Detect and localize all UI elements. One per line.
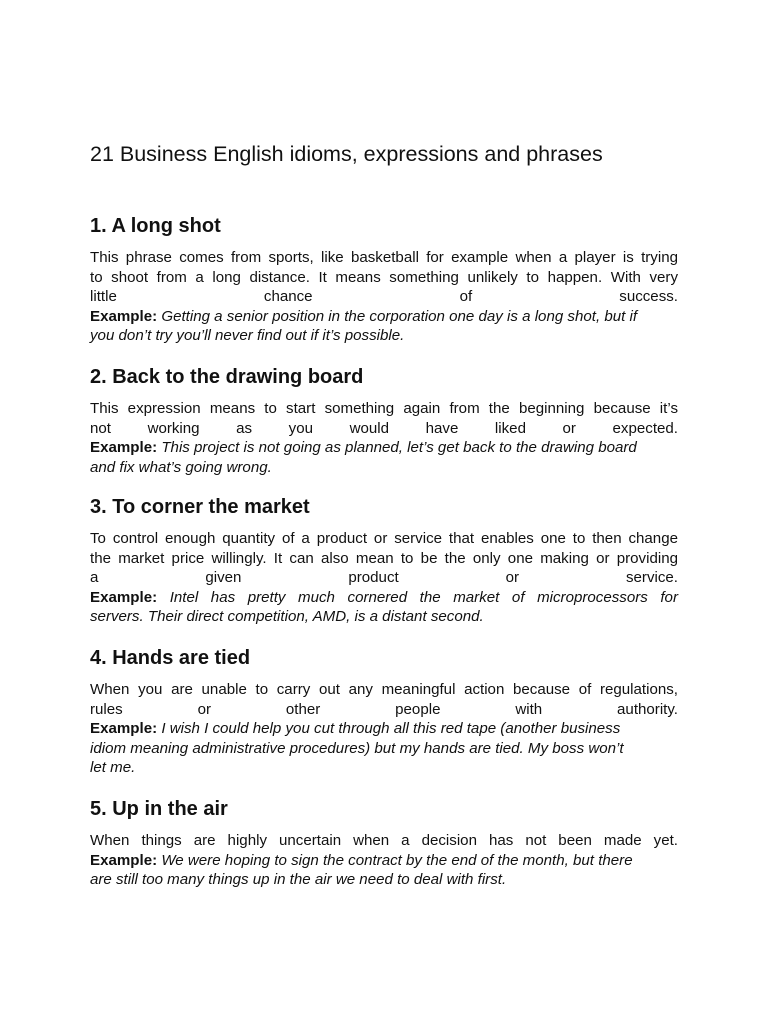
example-label: Example:	[90, 307, 158, 325]
section-paragraph	[90, 680, 678, 778]
definition-line: To control enough quantity of a product or service that enables one to then change	[90, 530, 678, 547]
example-text: are still too many things up in the air we need to deal with first.	[90, 871, 507, 889]
section-paragraph	[90, 831, 678, 890]
example-label: Example:	[90, 851, 158, 869]
idiom-section	[90, 495, 678, 627]
example-line	[90, 851, 678, 871]
example-text: servers. Their direct competition, AMD, is a distant second.	[90, 608, 484, 626]
example-line	[90, 588, 678, 608]
definition-line: This phrase comes from sports, like basketball for example when a player is trying	[90, 249, 678, 266]
definition-line: This expression means to start something again from the beginning because it’s	[90, 400, 678, 417]
example-text: Intel has pretty much cornered the market of microprocessors for	[169, 588, 678, 606]
definition-line: a given product or service.	[90, 569, 678, 587]
example-text: We were hoping to sign the contract by the end of the month, but there	[161, 851, 633, 869]
section-heading: 1. A long shot	[90, 215, 221, 237]
example-text: and fix what’s going wrong.	[90, 458, 272, 476]
definition-line: When you are unable to carry out any meaningful action because of regulations,	[90, 681, 678, 698]
section-paragraph	[90, 529, 678, 627]
idiom-section	[90, 214, 678, 346]
example-label: Example:	[90, 439, 158, 457]
example-line	[90, 307, 678, 327]
definition-line: not working as you would have liked or expected.	[90, 419, 678, 437]
section-heading: 4. Hands are tied	[90, 647, 251, 669]
example-line	[90, 719, 678, 739]
document-title: 21 Business English idioms, expressions and phrases	[90, 142, 603, 166]
section-paragraph	[90, 399, 678, 477]
idiom-section	[90, 646, 678, 778]
section-heading: 5. Up in the air	[90, 798, 228, 820]
example-text: idiom meaning administrative procedures) but my hands are tied. My boss won’t	[90, 739, 624, 757]
example-text: Getting a senior position in the corporation one day is a long shot, but if	[161, 307, 638, 325]
section-paragraph	[90, 248, 678, 346]
definition-line: to shoot from a long distance. It means something unlikely to happen. With very	[90, 268, 678, 286]
example-text: I wish I could help you cut through all this red tape (another business	[161, 720, 621, 738]
definition-line: little chance of success.	[90, 288, 678, 306]
section-heading: 3. To corner the market	[90, 496, 310, 518]
idiom-section	[90, 365, 678, 477]
section-heading: 2. Back to the drawing board	[90, 366, 364, 388]
example-label: Example:	[90, 720, 158, 738]
example-text: This project is not going as planned, let’s get back to the drawing board	[161, 439, 637, 457]
idiom-section	[90, 797, 678, 890]
example-line	[90, 438, 678, 458]
example-text: let me.	[90, 759, 136, 777]
example-label: Example:	[90, 588, 158, 606]
definition-line: rules or other people with authority.	[90, 700, 678, 718]
definition-line: the market price willingly. It can also mean to be the only one making or providing	[90, 549, 678, 567]
example-text: you don’t try you’ll never find out if it’s possible.	[90, 327, 405, 345]
definition-line: When things are highly uncertain when a decision has not been made yet.	[90, 832, 678, 849]
